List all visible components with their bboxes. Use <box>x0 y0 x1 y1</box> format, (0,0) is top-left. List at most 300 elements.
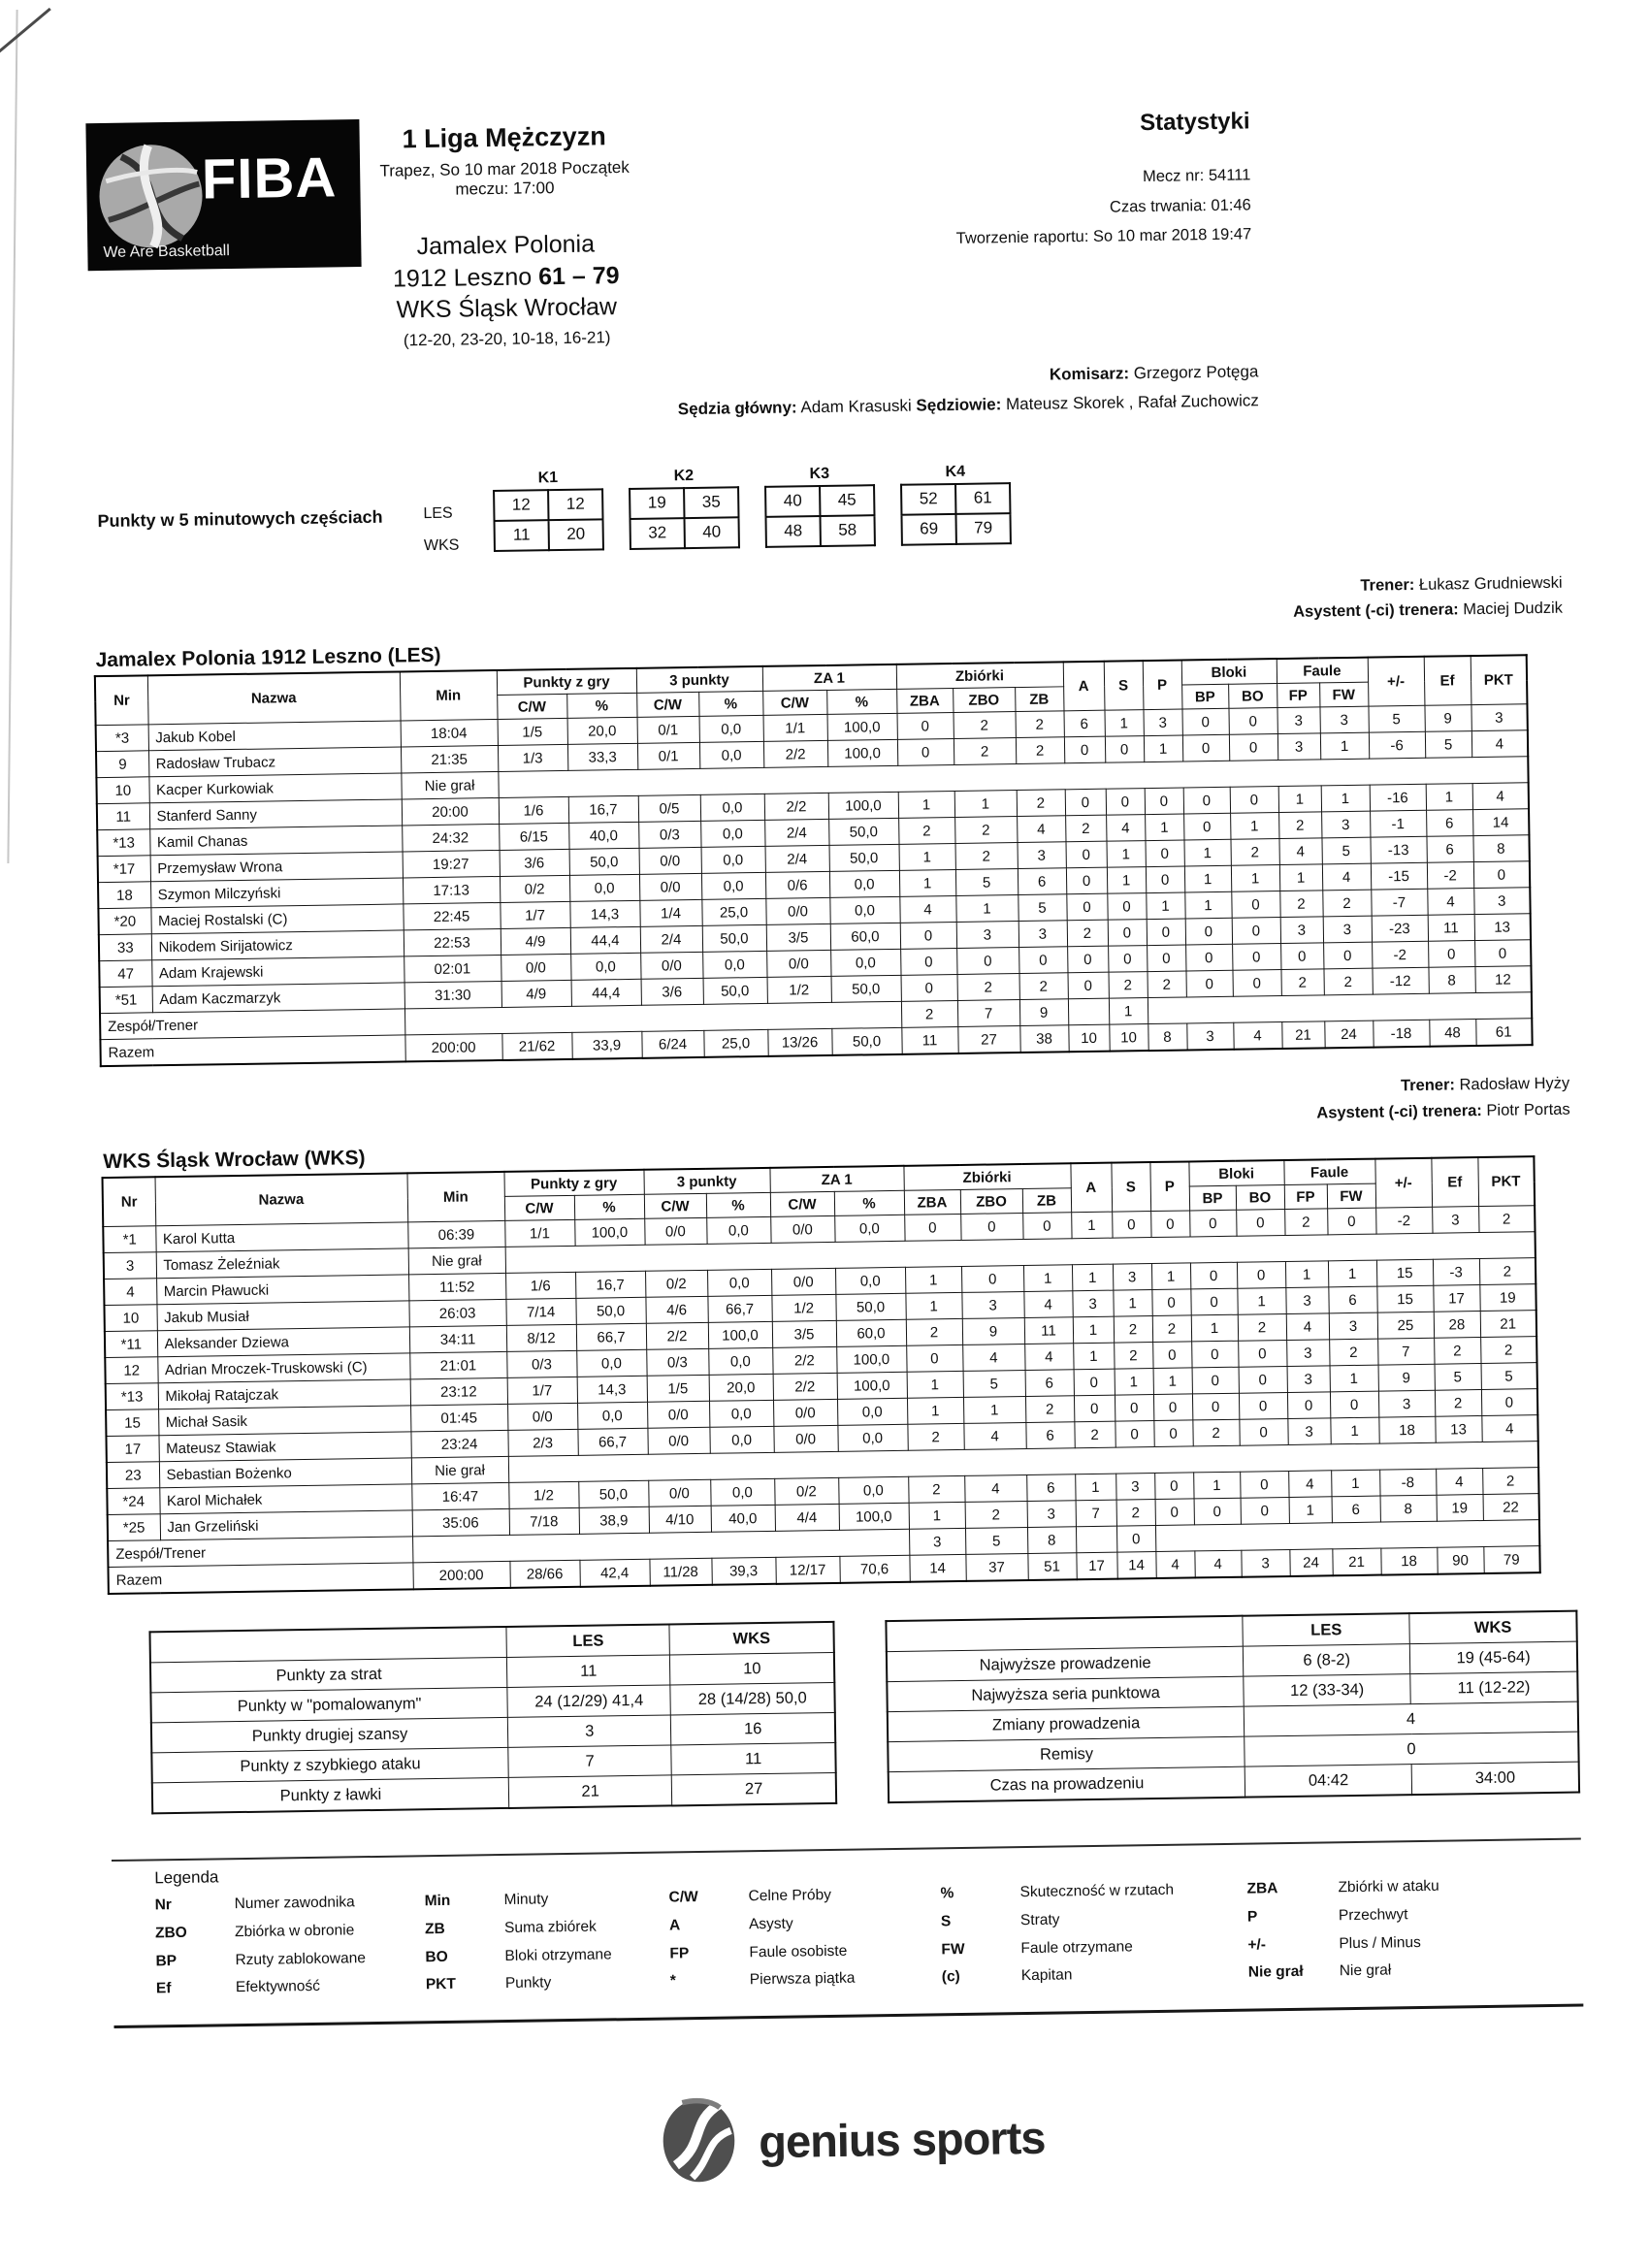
reb-total: 2 <box>1016 711 1064 738</box>
legend-item <box>941 1931 1247 1963</box>
quarter-score-cell: 48 <box>765 516 820 547</box>
player-number: 4 <box>104 1279 156 1306</box>
points: 13 <box>1474 914 1531 941</box>
minutes: 02:01 <box>404 956 501 983</box>
blocks-bo: 0 <box>1232 918 1280 945</box>
player-name: Karol Kutta <box>155 1222 407 1252</box>
totals-label: Razem <box>100 1035 404 1066</box>
threep-pct: 0,0 <box>708 1348 772 1376</box>
minutes: 19:27 <box>403 851 500 878</box>
fg-pct: 40,0 <box>568 823 638 850</box>
reb-def: 1 <box>954 791 1017 818</box>
assists: 0 <box>1068 973 1109 1000</box>
fouls-fp: 4 <box>1286 1313 1329 1341</box>
blocks-bp: 1 <box>1184 866 1231 893</box>
legend-desc: Faule osobiste <box>749 1942 848 1960</box>
quarters-teams <box>423 497 480 562</box>
legend-column <box>668 1881 942 1996</box>
col-subheader: ZBA <box>896 689 953 714</box>
quarter-header: K1 <box>537 469 559 487</box>
fg-pct: 66,7 <box>577 1429 647 1456</box>
turnovers: 0 <box>1107 893 1146 921</box>
player-name: Nikodem Sirijatowicz <box>151 930 404 960</box>
assists: 0 <box>1074 1369 1115 1396</box>
reb-off: 2 <box>908 1476 964 1504</box>
fg-made-att: 0/3 <box>506 1351 576 1378</box>
fouls-fw: 6 <box>1332 1496 1380 1523</box>
blocks-bo: 0 <box>1238 1341 1286 1368</box>
summary-wks-value: 34:00 <box>1411 1762 1579 1795</box>
legend-item <box>154 1888 424 1920</box>
blocks-bp: 0 <box>1183 788 1230 815</box>
plus-minus: -7 <box>1371 890 1427 917</box>
quarter-score-box <box>493 488 604 552</box>
ft-made-att: 0/0 <box>773 1426 837 1453</box>
totals-stat: 3 <box>1186 1023 1233 1051</box>
steals: 0 <box>1146 866 1184 893</box>
fg-made-att: 7/14 <box>505 1299 575 1326</box>
summary-table <box>885 1610 1580 1804</box>
quarter-header: K3 <box>809 465 830 482</box>
plus-minus: -12 <box>1372 968 1428 995</box>
totals-label: Razem <box>108 1563 412 1594</box>
minutes: 22:53 <box>404 929 501 956</box>
ft-made-att: 3/5 <box>766 924 830 952</box>
totals-stat: 17 <box>1076 1552 1116 1579</box>
legend-item <box>155 1944 425 1976</box>
summary-les-value: 7 <box>508 1745 672 1777</box>
minutes: 18:04 <box>401 720 498 747</box>
totals-stat: 70,6 <box>839 1556 909 1584</box>
plus-minus: 5 <box>1368 706 1424 733</box>
quarter-group <box>629 467 740 559</box>
plus-minus: 7 <box>1377 1338 1434 1365</box>
fouls-fw: 1 <box>1330 1365 1378 1392</box>
totals-stat: 21 <box>1281 1021 1324 1049</box>
col-header-blocks: Bloki <box>1188 1160 1283 1186</box>
steals: 3 <box>1143 709 1181 736</box>
reb-def: 2 <box>965 1502 1027 1529</box>
points: 4 <box>1472 783 1529 810</box>
col-subheader: FW <box>1327 1183 1375 1209</box>
col-subheader: ZB <box>1022 1188 1071 1214</box>
legend-desc: Nie grał <box>1339 1961 1392 1980</box>
header-meta <box>648 102 1558 346</box>
legend-abbr: BO <box>425 1948 448 1965</box>
reb-total: 3 <box>1018 842 1066 869</box>
fg-made-att: 1/7 <box>500 902 569 929</box>
assists: 1 <box>1075 1474 1116 1501</box>
blocks-bp: 1 <box>1183 840 1230 867</box>
legend-item <box>1247 1899 1538 1931</box>
legend-item <box>156 1971 426 2003</box>
legend-desc: Przechwyt <box>1338 1906 1408 1925</box>
fg-made-att: 1/6 <box>499 797 568 825</box>
quarter-score-cell: 12 <box>548 489 602 520</box>
fg-made-att: 3/6 <box>500 850 569 877</box>
reb-def: 2 <box>954 712 1016 739</box>
away-team-section <box>101 1129 1577 1595</box>
totals-stat: 10 <box>1109 1024 1148 1052</box>
ft-pct: 50,0 <box>835 1294 905 1321</box>
col-subheader: FP <box>1284 1184 1327 1210</box>
threep-made-att: 0/0 <box>639 848 701 875</box>
totals-stat: 4 <box>1194 1550 1241 1577</box>
summary-row-label: Najwyższe prowadzenie <box>887 1646 1244 1681</box>
team-turnovers: 1 <box>1109 998 1148 1025</box>
legend-abbr: Nr <box>154 1896 173 1914</box>
totals-stat: 90 <box>1437 1547 1483 1574</box>
col-header-threes: 3 punkty <box>643 1168 769 1194</box>
fouls-fp: 0 <box>1287 1392 1330 1419</box>
player-name: Adrian Mroczek-Truskowski (C) <box>157 1353 409 1383</box>
blocks-bp: 0 <box>1185 971 1232 998</box>
summary-row-label: Punkty za strat <box>150 1658 507 1693</box>
quarter-score-cell: 40 <box>684 517 738 548</box>
steals: 0 <box>1153 1394 1192 1421</box>
reb-off: 0 <box>901 975 957 1002</box>
col-subheader: BO <box>1236 1185 1284 1211</box>
player-name: Michał Sasik <box>158 1406 410 1436</box>
fouls-fw: 3 <box>1319 707 1368 734</box>
threep-pct: 0,0 <box>699 716 763 743</box>
player-name: Kamil Chanas <box>149 826 402 856</box>
reb-total: 3 <box>1018 921 1067 948</box>
col-header-blocks: Bloki <box>1181 660 1277 686</box>
fouls-fp: 3 <box>1287 1366 1330 1393</box>
efficiency: 6 <box>1426 836 1472 863</box>
reb-off: 1 <box>899 870 955 897</box>
fg-pct: 33,3 <box>567 744 637 771</box>
plus-minus: -2 <box>1372 942 1428 969</box>
reb-off: 0 <box>900 923 956 950</box>
col-header-steals: P <box>1143 661 1182 710</box>
assists: 1 <box>1071 1212 1112 1239</box>
steals: 0 <box>1145 840 1183 867</box>
blocks-bo: 0 <box>1228 708 1277 735</box>
fg-made-att: 8/12 <box>506 1325 576 1352</box>
ft-made-att: 4/4 <box>775 1505 839 1532</box>
turnovers: 3 <box>1116 1474 1154 1501</box>
steals: 0 <box>1155 1499 1194 1526</box>
assists: 3 <box>1072 1290 1113 1317</box>
fouls-fp: 3 <box>1287 1418 1330 1445</box>
quarter-scores-block <box>97 454 1562 566</box>
reb-def: 9 <box>962 1318 1024 1345</box>
assists: 1 <box>1073 1316 1114 1344</box>
legend-desc: Bloki otrzymane <box>504 1945 612 1964</box>
totals-stat: 200:00 <box>412 1562 509 1590</box>
away-team-title: WKS Śląsk Wrocław (WKS) <box>103 1147 366 1174</box>
legend-column <box>424 1885 670 1999</box>
match-date-line: Trapez, So 10 mar 2018 Początek meczu: 17:00 <box>379 157 630 199</box>
assists: 0 <box>1067 947 1108 974</box>
steals: 1 <box>1153 1368 1192 1395</box>
player-number: *13 <box>106 1383 158 1410</box>
steals: 0 <box>1151 1289 1190 1316</box>
assists: 0 <box>1066 868 1107 895</box>
reb-off: 0 <box>897 713 954 740</box>
away-coach-name: Radosław Hyży <box>1459 1075 1570 1094</box>
totals-stat: 24 <box>1289 1549 1332 1576</box>
team-reb-def: 7 <box>957 1000 1019 1027</box>
fouls-fp: 4 <box>1278 838 1321 865</box>
legend-abbr: FP <box>669 1944 690 1962</box>
efficiency: 0 <box>1428 941 1474 968</box>
fg-pct: 0,0 <box>570 954 640 981</box>
summary-header-team: LES <box>1243 1613 1409 1646</box>
totals-stat: -18 <box>1373 1021 1429 1048</box>
blocks-bo: 1 <box>1231 865 1279 892</box>
reb-def: 4 <box>963 1423 1025 1450</box>
reb-total: 2 <box>1016 737 1064 764</box>
totals-stat: 79 <box>1483 1546 1539 1573</box>
fg-made-att: 1/5 <box>498 719 567 746</box>
totals-stat: 38 <box>1019 1025 1068 1053</box>
stats-table-body <box>96 704 1533 1066</box>
turnovers: 4 <box>1106 815 1145 842</box>
legend-abbr: ZBA <box>1246 1880 1278 1897</box>
legend-abbr: S <box>940 1913 952 1930</box>
efficiency: -3 <box>1433 1259 1479 1286</box>
plus-minus: -13 <box>1370 837 1426 864</box>
player-name: Szymon Milczyński <box>150 878 403 908</box>
efficiency: 1 <box>1426 784 1472 811</box>
legend-desc: Asysty <box>748 1915 793 1933</box>
col-subheader: C/W <box>497 695 566 720</box>
threep-pct: 50,0 <box>703 978 767 1005</box>
minutes: 06:39 <box>407 1221 504 1248</box>
reb-def: 2 <box>957 974 1019 1001</box>
minutes: 01:45 <box>410 1405 507 1432</box>
turnovers: 1 <box>1104 710 1143 737</box>
fouls-fp: 3 <box>1285 1287 1328 1314</box>
player-number: 15 <box>106 1409 158 1437</box>
quarter-score-cell: 58 <box>820 515 874 546</box>
steals: 0 <box>1154 1473 1193 1500</box>
report-created-value: So 10 mar 2018 19:47 <box>1092 225 1252 245</box>
totals-stat: 6/24 <box>641 1031 703 1058</box>
fouls-fw: 6 <box>1328 1286 1376 1313</box>
turnovers: 3 <box>1113 1264 1151 1291</box>
threep-made-att: 0/2 <box>645 1271 707 1298</box>
quarter-score-cell: 19 <box>630 488 684 519</box>
reb-off: 0 <box>904 1215 960 1242</box>
reb-def: 3 <box>961 1292 1023 1319</box>
summary-wks-value: 11 <box>671 1743 835 1776</box>
blocks-bp: 0 <box>1192 1367 1239 1394</box>
player-name: Jan Grzeliński <box>160 1510 412 1540</box>
footer-brand <box>115 2078 1586 2201</box>
threep-made-att: 2/2 <box>646 1323 708 1350</box>
summary-row-label: Punkty w "pomalowanym" <box>150 1688 507 1723</box>
legend-item <box>941 1904 1247 1936</box>
report-created-label: Tworzenie raportu: <box>955 227 1089 247</box>
legend-title: Legenda <box>154 1867 219 1888</box>
fouls-fw: 0 <box>1330 1391 1378 1418</box>
fg-pct: 44,4 <box>570 927 640 955</box>
fg-made-att: 4/9 <box>501 928 570 956</box>
minutes: 23:24 <box>410 1431 507 1458</box>
threep-pct: 0,0 <box>700 794 764 822</box>
fg-pct: 100,0 <box>574 1219 644 1247</box>
col-header-name: Nazwa <box>155 1174 408 1226</box>
fg-pct: 0,0 <box>577 1403 647 1430</box>
assists: 2 <box>1065 816 1106 843</box>
col-subheader: ZBO <box>960 1189 1022 1215</box>
summary-tables <box>148 1610 1580 1815</box>
steals: 2 <box>1152 1315 1191 1343</box>
summary-row-label: Zmiany prowadzenia <box>888 1706 1245 1741</box>
minutes: 21:35 <box>401 746 498 773</box>
legend-item <box>426 1968 670 1999</box>
col-header-freethrows: ZA 1 <box>769 1166 903 1193</box>
fouls-fp: 1 <box>1278 786 1321 813</box>
minutes: 11:52 <box>408 1274 505 1301</box>
legend-desc: Pierwsza piątka <box>749 1969 856 1989</box>
plus-minus: 15 <box>1376 1285 1433 1312</box>
home-team-name: Jamalex Polonia 1912 Leszno <box>392 230 596 293</box>
fg-made-att: 1/2 <box>508 1482 578 1509</box>
ft-made-att: 1/2 <box>771 1295 835 1322</box>
player-number: 23 <box>107 1462 159 1489</box>
blocks-bo: 0 <box>1229 734 1277 761</box>
team-stats-table <box>94 655 1534 1068</box>
fg-made-att: 1/7 <box>507 1377 577 1405</box>
threep-pct: 0,0 <box>702 952 766 979</box>
team-reb-off: 3 <box>909 1529 965 1556</box>
col-header-fouls: Faule <box>1277 658 1368 684</box>
fg-pct: 14,3 <box>577 1377 647 1404</box>
blocks-bo: 0 <box>1231 891 1279 919</box>
fouls-fw: 1 <box>1320 733 1369 761</box>
fouls-fw: 0 <box>1323 943 1372 970</box>
reb-total: 4 <box>1017 816 1065 843</box>
summary-les-value: 12 (33-34) <box>1244 1674 1410 1707</box>
player-number: 12 <box>105 1357 157 1384</box>
legend-abbr: % <box>940 1885 954 1902</box>
efficiency: 6 <box>1426 810 1472 837</box>
totals-stat: 3 <box>1241 1550 1289 1577</box>
points: 19 <box>1479 1284 1536 1312</box>
ft-made-att: 1/2 <box>767 977 831 1004</box>
team-assists <box>1076 1526 1116 1553</box>
legend-abbr: (c) <box>941 1968 960 1986</box>
fouls-fp: 2 <box>1284 1209 1327 1236</box>
totals-stat: 4 <box>1233 1022 1281 1050</box>
minutes: 23:12 <box>410 1378 507 1406</box>
assists: 0 <box>1065 790 1106 817</box>
reb-off: 2 <box>898 818 954 845</box>
duration-value: 01:46 <box>1211 195 1251 214</box>
quarter-header: K4 <box>945 463 966 480</box>
totals-stat: 37 <box>965 1554 1027 1581</box>
quarter-score-cell: 45 <box>820 485 874 516</box>
legend-item <box>670 1964 942 1996</box>
reb-off: 2 <box>906 1319 962 1346</box>
quarter-score-row <box>765 515 874 547</box>
steals: 0 <box>1147 919 1185 946</box>
player-number: *17 <box>98 856 150 883</box>
totals-stat: 18 <box>1380 1547 1437 1574</box>
col-subheader: ZBO <box>953 688 1015 713</box>
blocks-bo: 0 <box>1237 1262 1285 1289</box>
minutes: 16:47 <box>411 1483 508 1510</box>
ft-pct: 60,0 <box>830 923 900 951</box>
points: 2 <box>1479 1258 1536 1285</box>
quarter-score-cell: 12 <box>494 490 548 521</box>
turnovers: 0 <box>1105 736 1144 763</box>
totals-stat: 42,4 <box>579 1560 649 1588</box>
totals-stat: 13/26 <box>767 1029 831 1056</box>
col-header-assists: A <box>1070 1163 1112 1213</box>
reb-total: 2 <box>1025 1396 1074 1423</box>
blocks-bp: 0 <box>1190 1288 1237 1315</box>
quarter-score-row <box>630 487 738 519</box>
player-name: Mikołaj Ratajczak <box>158 1379 410 1409</box>
legend-abbr: ZBO <box>154 1924 187 1942</box>
legend-abbr: Nie grał <box>1247 1963 1304 1981</box>
legend-item <box>1246 1871 1537 1903</box>
reb-total: 2 <box>1017 790 1065 817</box>
turnovers: 0 <box>1108 920 1147 947</box>
blocks-bp: 1 <box>1191 1314 1238 1342</box>
turnovers: 2 <box>1116 1500 1155 1527</box>
fouls-fp: 1 <box>1279 864 1322 891</box>
home-team-title: Jamalex Polonia 1912 Leszno (LES) <box>95 644 441 672</box>
totals-stat: 61 <box>1475 1019 1532 1046</box>
points: 2 <box>1480 1337 1536 1364</box>
threep-pct: 25,0 <box>701 899 765 926</box>
quarter-score-cell: 11 <box>495 520 549 551</box>
points: 0 <box>1474 940 1531 967</box>
blocks-bo: 0 <box>1241 1498 1289 1525</box>
fouls-fw: 5 <box>1321 838 1370 865</box>
reb-off: 1 <box>905 1293 961 1320</box>
ft-made-att: 2/2 <box>772 1347 836 1375</box>
threep-made-att: 0/3 <box>638 822 700 849</box>
plus-minus: 18 <box>1378 1416 1435 1443</box>
fouls-fp: 3 <box>1277 707 1319 734</box>
minutes: 24:32 <box>402 825 499 852</box>
legend-abbr: C/W <box>668 1889 698 1906</box>
reb-def: 1 <box>963 1397 1025 1424</box>
legend-desc: Faule otrzymane <box>1020 1938 1133 1957</box>
plus-minus: -6 <box>1369 732 1425 760</box>
player-number: 11 <box>97 803 149 830</box>
fg-made-att: 4/9 <box>501 981 571 1008</box>
legend-desc: Zbiórka w obronie <box>234 1922 355 1941</box>
summary-wks-value: 27 <box>672 1773 836 1806</box>
away-assistant-name: Piotr Portas <box>1486 1100 1570 1119</box>
ft-made-att: 0/0 <box>766 951 830 978</box>
fouls-fw: 1 <box>1328 1260 1376 1287</box>
threep-pct: 0,0 <box>710 1479 774 1507</box>
turnovers: 0 <box>1115 1395 1153 1422</box>
reb-def: 2 <box>955 843 1018 870</box>
blocks-bp: 1 <box>1193 1472 1240 1499</box>
totals-stat: 11/28 <box>649 1559 711 1586</box>
legend-abbr: Ef <box>155 1980 172 1997</box>
turnovers: 0 <box>1115 1421 1153 1448</box>
summary-header-team: LES <box>506 1625 670 1658</box>
minutes: 35:06 <box>412 1509 509 1537</box>
reb-off: 4 <box>899 896 955 923</box>
player-number: 18 <box>98 882 150 909</box>
threep-made-att: 0/0 <box>640 953 702 980</box>
summary-shared-value: 0 <box>1245 1732 1579 1766</box>
assists: 1 <box>1072 1264 1113 1291</box>
